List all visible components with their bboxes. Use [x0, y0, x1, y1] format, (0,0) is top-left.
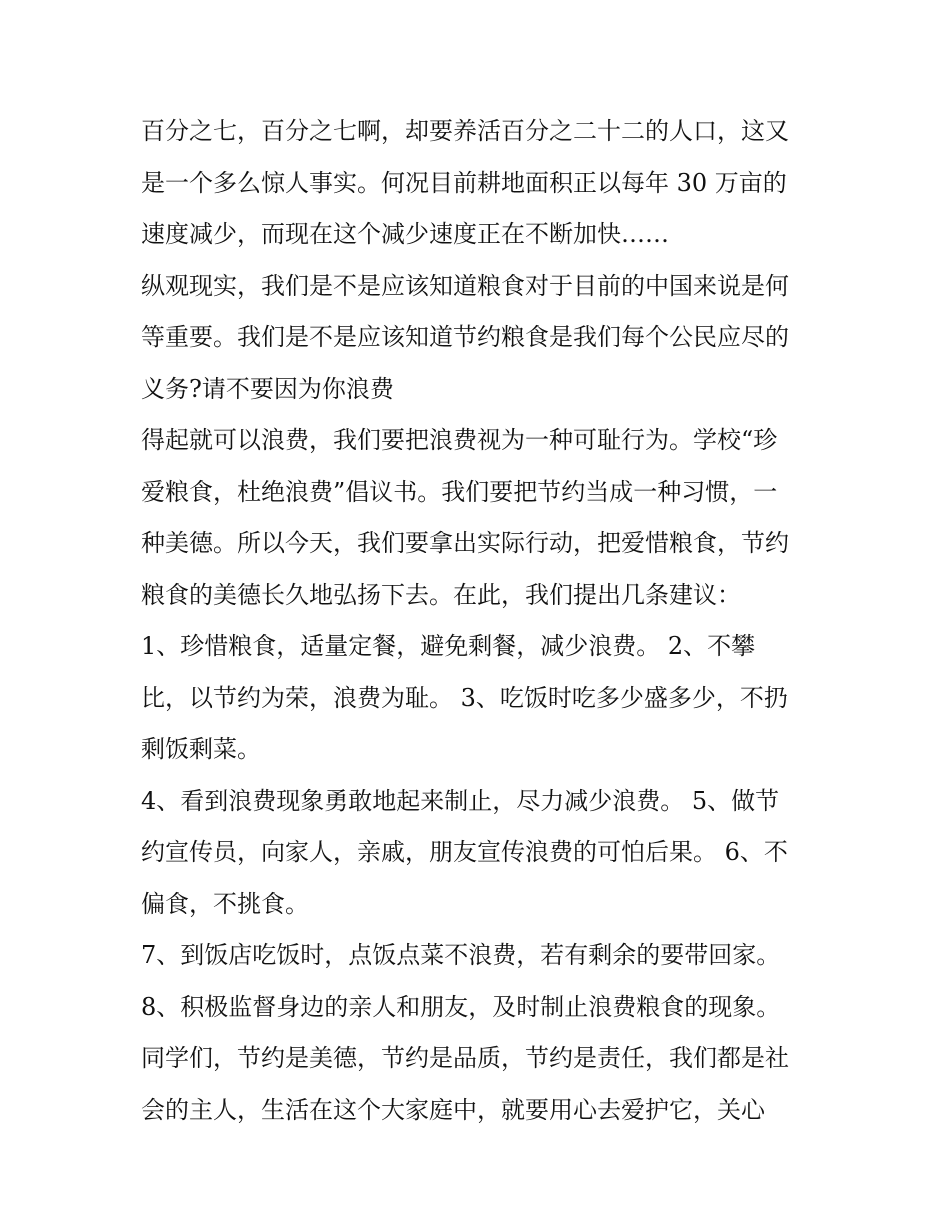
- text-line: 是一个多么惊人事实。何况目前耕地面积正以每年 30 万亩的: [141, 168, 787, 197]
- text-line: 会的主人，生活在这个大家庭中，就要用心去爱护它，关心: [141, 1095, 765, 1124]
- body-text: [141, 106, 821, 1136]
- text-line: 剩饭剩菜。: [141, 735, 261, 763]
- text-line: 等重要。我们是不是应该知道节约粮食是我们每个公民应尽的: [141, 323, 789, 351]
- text-line: 比，以节约为荣，浪费为耻。 3、吃饭时吃多少盛多少，不扔: [141, 683, 788, 712]
- text-line: 爱粮食，杜绝浪费”倡议书。我们要把节约当成一种习惯，一: [141, 477, 778, 506]
- text-line: 速度减少，而现在这个减少速度正在不断加快……: [141, 220, 669, 248]
- text-line: 义务?请不要因为你浪费: [141, 374, 394, 403]
- text-line: 得起就可以浪费，我们要把浪费视为一种可耻行为。学校“珍: [141, 426, 778, 454]
- text-line: 粮食的美德长久地弘扬下去。在此，我们提出几条建议：: [141, 580, 741, 609]
- text-line: 4、看到浪费现象勇敢地起来制止，尽力减少浪费。 5、做节: [141, 786, 780, 815]
- text-line: 偏食，不挑食。: [141, 889, 309, 918]
- text-line: 百分之七，百分之七啊，却要养活百分之二十二的人口，这又: [141, 117, 789, 145]
- text-line: 8、积极监督身边的亲人和朋友，及时制止浪费粮食的现象。: [141, 992, 781, 1021]
- text-line: 7、到饭店吃饭时，点饭点菜不浪费，若有剩余的要带回家。: [141, 941, 781, 969]
- text-line: 约宣传员，向家人，亲戚，朋友宣传浪费的可怕后果。 6、不: [141, 838, 788, 866]
- text-line: 纵观现实，我们是不是应该知道粮食对于目前的中国来说是何: [141, 271, 789, 300]
- text-line: 种美德。所以今天，我们要拿出实际行动，把爱惜粮食，节约: [141, 529, 789, 557]
- text-line: 同学们，节约是美德，节约是品质，节约是责任，我们都是社: [141, 1044, 789, 1072]
- text-line: 1、珍惜粮食，适量定餐，避免剩餐，减少浪费。 2、不攀: [141, 632, 756, 660]
